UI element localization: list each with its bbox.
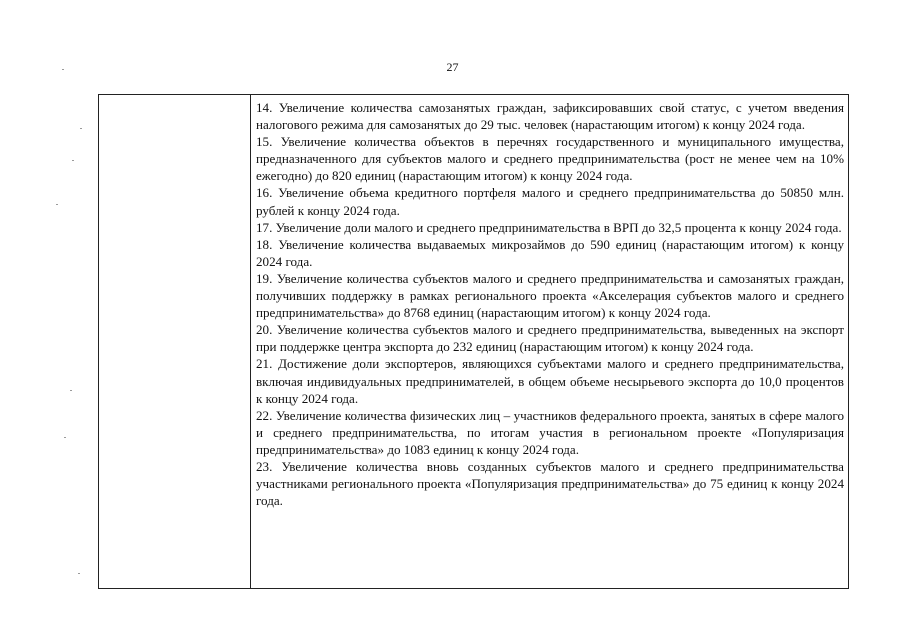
scan-speck (80, 128, 82, 129)
page-number: 27 (446, 60, 459, 74)
list-item-22: 22. Увеличение количества физических лиц – участников федерального проекта, занятых в сфере малого и среднего предпринимательства, по итогам участия в региональном проекте «Популяризация предпринимательства» до 1083 единиц к концу 2024 года. (256, 407, 844, 457)
list-item-23: 23. Увеличение количества вновь созданных субъектов малого и среднего предпринимательства участниками регионального проекта «Популяризация предпринимательства» до 75 единиц к концу 2024 года. (256, 458, 844, 509)
list-item-19: 19. Увеличение количества субъектов малого и среднего предпринимательства и самозанятых граждан, получивших поддержку в рамках регионального проекта «Акселерация субъектов малого и среднего предпринимательства» до 8768 единиц (нарастающим итогом) к концу 2024 года. (256, 270, 844, 321)
scan-speck (64, 437, 66, 438)
table-left-cell (99, 95, 251, 588)
scan-speck (62, 69, 64, 70)
scan-speck (78, 573, 80, 574)
scan-speck (70, 390, 72, 391)
scan-speck (72, 160, 74, 161)
list-item-17: 17. Увеличение доли малого и среднего предпринимательства в ВРП до 32,5 процента к концу 2024 года. (256, 219, 842, 235)
list-item-18: 18. Увеличение количества выдаваемых микрозаймов до 590 единиц (нарастающим итогом) к концу 2024 года. (256, 236, 844, 269)
list-item-15: 15. Увеличение количества объектов в перечнях государственного и муниципального имущества, предназначенного для субъектов малого и среднего предпринимательства (рост не менее чем на 10% ежегодно) до 820 единиц (нарастающим итогом) к концу 2024 года. (256, 134, 844, 184)
table-right-cell (251, 95, 848, 588)
list-item-16: 16. Увеличение объема кредитного портфеля малого и среднего предпринимательства до 50850 млн. рублей к концу 2024 года. (256, 185, 844, 218)
list-item-21: 21. Достижение доли экспортеров, являющихся субъектами малого и среднего предпринимательства, включая индивидуальных предпринимателей, в общем объеме несырьевого экспорта до 10,0 процентов к концу 2024 года. (256, 356, 844, 406)
content-table (98, 94, 849, 589)
scan-speck (56, 204, 58, 205)
list-item-20: 20. Увеличение количества субъектов малого и среднего предпринимательства, выведенных на экспорт при поддержке центра экспорта до 232 единиц (нарастающим итогом) к концу 2024 года. (256, 322, 844, 355)
list-item-14: 14. Увеличение количества самозанятых граждан, зафиксировавших свой статус, с учетом введения налогового режима для самозанятых до 29 тыс. человек (нарастающим итогом) к концу 2024 года. (256, 100, 844, 133)
